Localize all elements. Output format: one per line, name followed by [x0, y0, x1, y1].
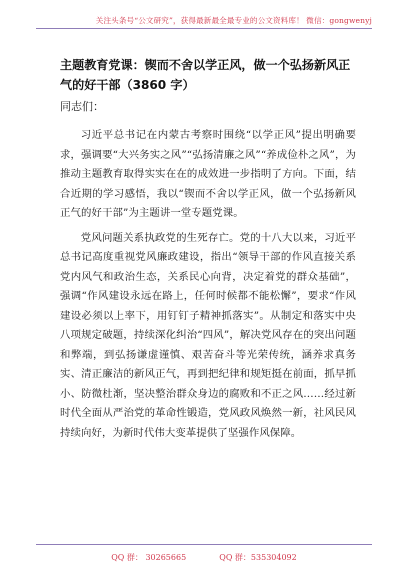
page-footer	[36, 544, 372, 565]
document-title: 主题教育党课：锲而不舍以学正风，做一个弘扬新风正气的好干部（3860 字）	[60, 58, 351, 92]
footer-qq-group-2: QQ 群：535304092	[219, 553, 297, 562]
paragraph-2: 党风问题关系执政党的生死存亡。党的十八大以来，习近平总书记高度重视党风廉政建设，指出“领导干部的作风直接关系党内风气和政治生态，关系民心向背，决定着党的群众基础”，强调“作风建设永远在路上，任何时候都不能松懈”，要求“作风建设必须以上率下，用钉钉子精神抓落实”。从制定和落实中央八项规定破题，持续深化纠治“四风”，解决党风存在的突出问题和弊端，到弘扬谦虚谨慎、艰苦奋斗等光荣传统，涵养求真务实、清正廉洁的新风正气，再到把纪律和规矩挺在前面，抓早抓小、防微杜渐，坚决整治群众身边的腐败和不正之风……经过新时代全面从严治党的革命性锻造，党风政风焕然一新，社风民风持续向好，为新时代伟大变革提供了坚强作风保障。	[60, 231, 356, 439]
header-promo-text: 关注头条号“公文研究”，获得最新最全最专业的公文资料库！ 微信：gongwenyj	[95, 16, 372, 25]
page-header	[36, 8, 372, 29]
greeting: 同志们：	[60, 100, 104, 113]
paragraph-1: 习近平总书记在内蒙古考察时围绕“以学正风”提出明确要求，强调要“大兴务实之风”“弘扬清廉之风”“养成俭朴之风”，为推动主题教育取得实实在在的成效进一步指明了方向。下面，结合近期的学习感悟，我以“锲而不舍以学正风，做一个弘扬新风正气的好干部”为主题讲一堂专题党课。	[60, 129, 356, 219]
document-body	[60, 126, 356, 448]
footer-qq-group-1: QQ 群： 30265665	[111, 553, 187, 562]
